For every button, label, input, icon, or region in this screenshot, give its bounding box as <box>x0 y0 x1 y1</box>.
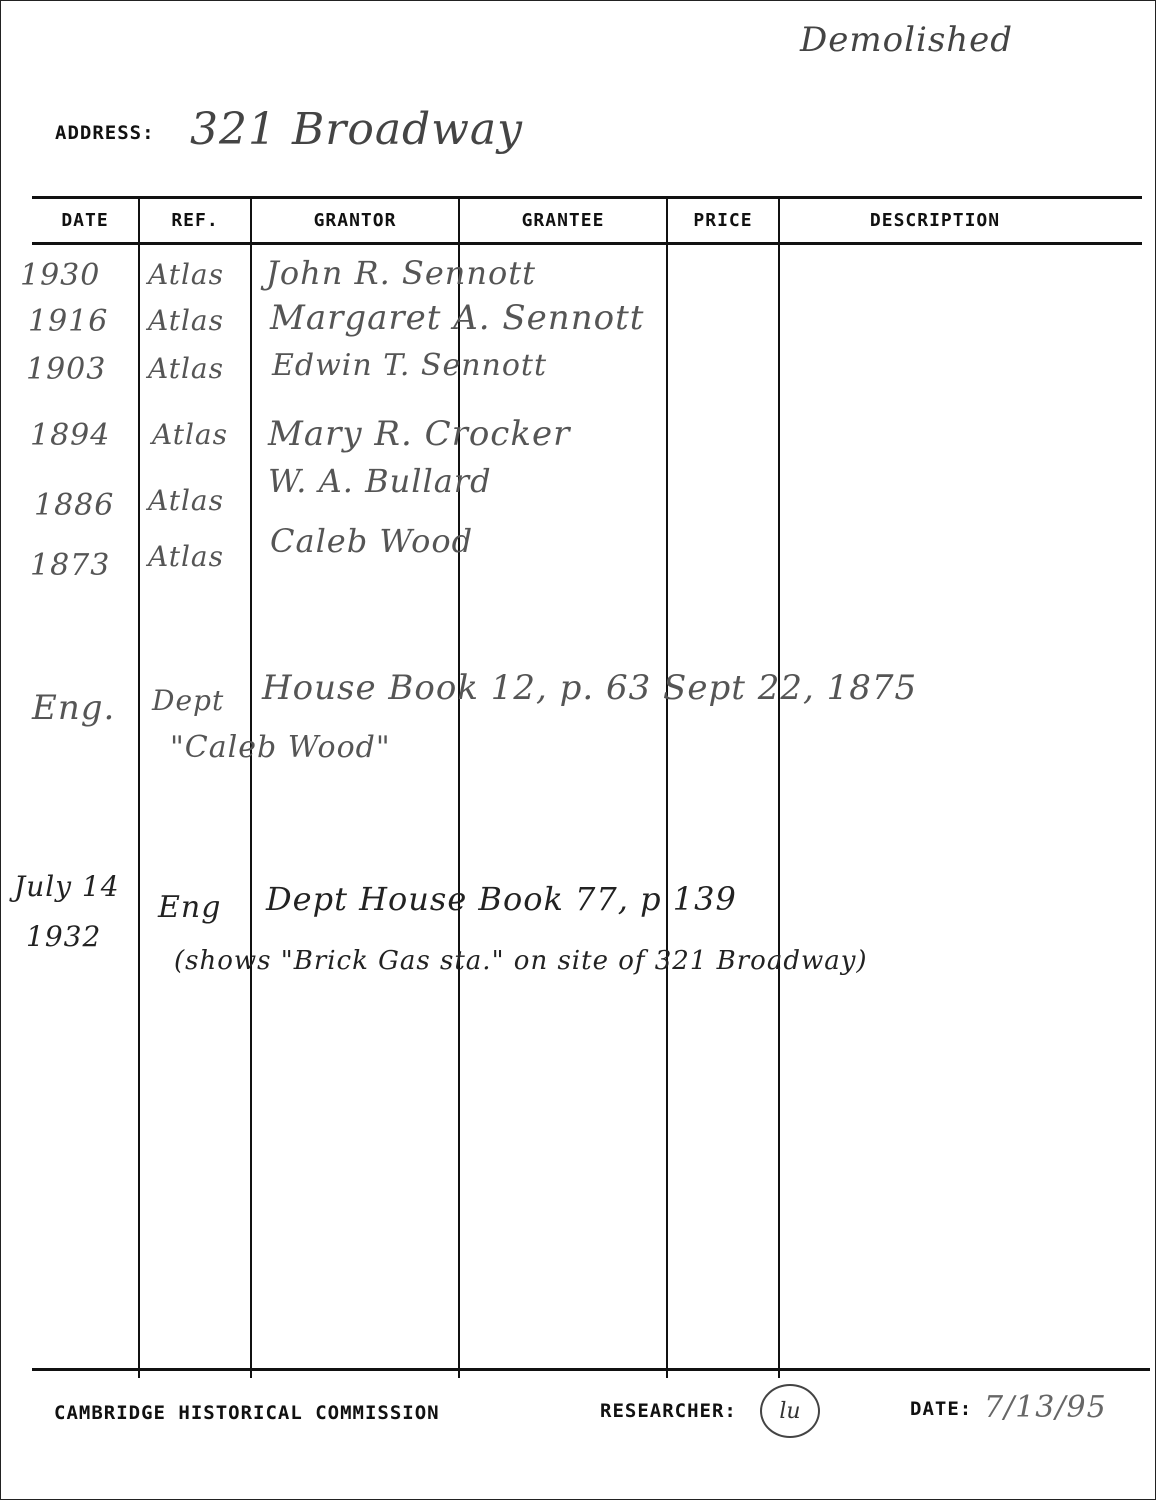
row-grantor: Margaret A. Sennott <box>270 298 645 338</box>
row-date: 1903 <box>26 352 107 387</box>
col-divider-ref-grantor <box>250 198 252 1378</box>
col-divider-grantee-price <box>666 198 668 1378</box>
row-ref: Atlas <box>148 352 224 385</box>
researcher-initials: lu <box>760 1384 820 1438</box>
footer-date-label: DATE: <box>910 1398 973 1420</box>
note-subtext: "Caleb Wood" <box>170 730 391 765</box>
col-divider-price-description <box>778 198 780 1378</box>
header-price: PRICE <box>693 210 753 231</box>
note-text: House Book 12, p. 63 Sept 22, 1875 <box>262 668 918 708</box>
row-ref: Atlas <box>148 258 224 291</box>
header-date: DATE <box>61 210 109 231</box>
row-date: 1886 <box>34 488 115 523</box>
header-grantor: GRANTOR <box>313 210 397 231</box>
row-ref: Atlas <box>148 484 224 517</box>
note-ref: Eng <box>158 890 222 925</box>
footer-commission: CAMBRIDGE HISTORICAL COMMISSION <box>54 1402 440 1424</box>
header-grantee: GRANTEE <box>521 210 605 231</box>
note-subtext: (shows "Brick Gas sta." on site of 321 Broadway) <box>174 946 868 976</box>
table-bottom-rule <box>32 1368 1150 1371</box>
note-date-year: 1932 <box>26 920 102 953</box>
row-ref: Atlas <box>148 304 224 337</box>
footer-date-value: 7/13/95 <box>984 1390 1107 1425</box>
header-description: DESCRIPTION <box>869 210 1001 231</box>
row-grantor: W. A. Bullard <box>268 462 492 500</box>
footer-researcher-label: RESEARCHER: <box>600 1400 737 1422</box>
row-grantor: John R. Sennott <box>266 254 536 292</box>
row-grantor: Mary R. Crocker <box>268 414 571 454</box>
address-value: 321 Broadway <box>190 104 523 155</box>
col-divider-date-ref <box>138 198 140 1378</box>
note-date: Eng. <box>32 688 116 728</box>
row-grantor: Caleb Wood <box>270 522 474 560</box>
address-label: ADDRESS: <box>55 122 155 144</box>
row-ref: Atlas <box>152 418 228 451</box>
table-header-rule <box>32 242 1142 245</box>
row-grantor: Edwin T. Sennott <box>272 348 548 383</box>
table-top-rule <box>32 196 1142 199</box>
status-note: Demolished <box>800 20 1014 60</box>
row-date: 1873 <box>30 548 111 583</box>
note-date: July 14 <box>14 870 120 903</box>
header-ref: REF. <box>171 210 219 231</box>
row-date: 1930 <box>20 258 101 293</box>
note-ref: Dept <box>152 684 225 717</box>
row-ref: Atlas <box>148 540 224 573</box>
row-date: 1894 <box>30 418 111 453</box>
note-text: Dept House Book 77, p 139 <box>266 880 737 918</box>
row-date: 1916 <box>28 304 109 339</box>
